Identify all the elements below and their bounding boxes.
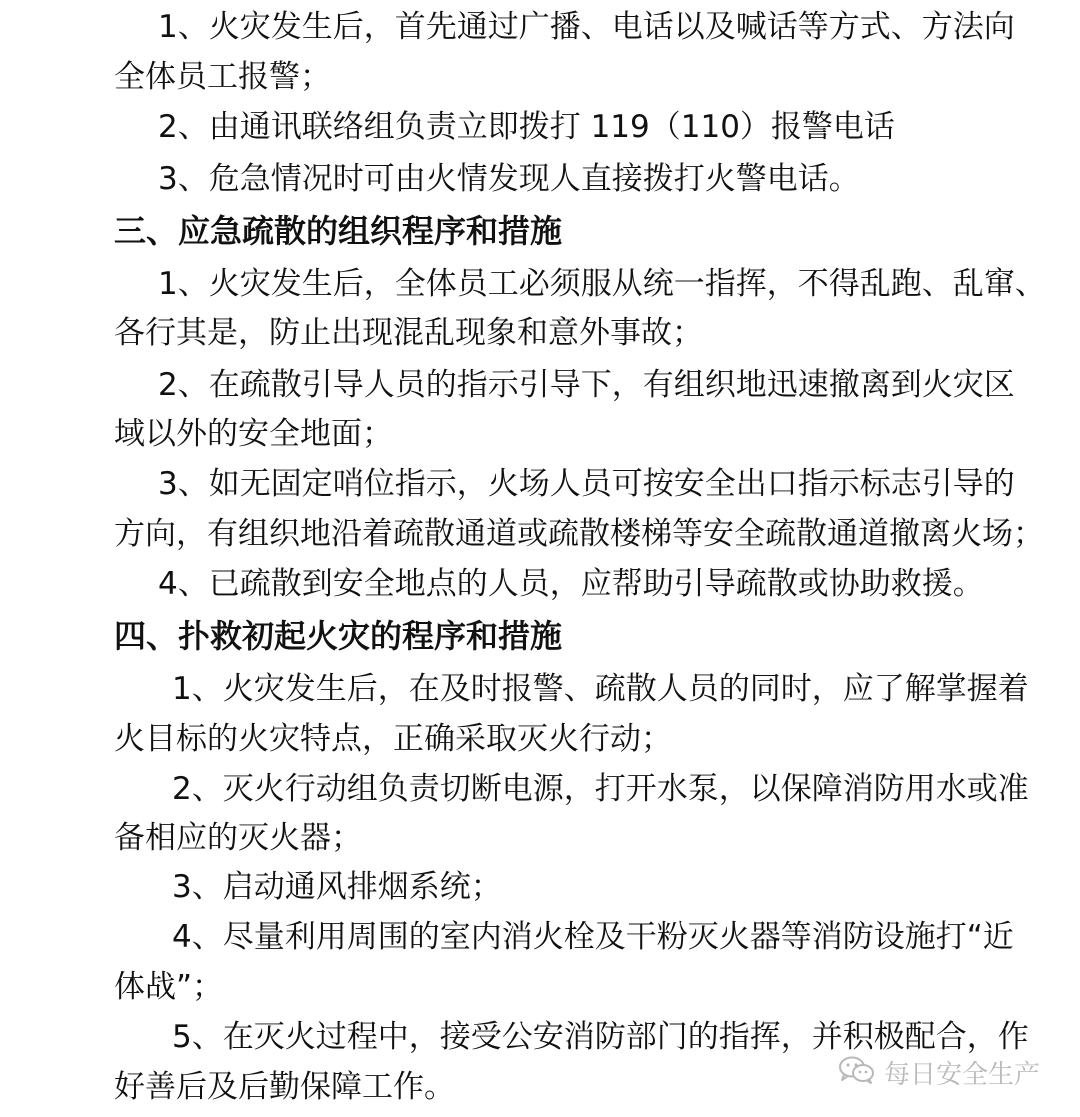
paragraph-line: 火目标的火灾特点，正确采取灭火行动； <box>114 721 672 757</box>
paragraph-line: 2、灭火行动组负责切断电源，打开水泵，以保障消防用水或准 <box>172 771 1029 807</box>
paragraph-line: 4、尽量利用周围的室内消火栓及干粉灭火器等消防设施打“近 <box>172 919 1014 955</box>
paragraph-line: 4、已疏散到安全地点的人员，应帮助引导疏散或协助救援。 <box>158 566 984 602</box>
watermark-text: 每日安全生产 <box>884 1059 1041 1090</box>
paragraph-line: 全体员工报警； <box>114 59 331 95</box>
paragraph-line: 域以外的安全地面； <box>114 416 393 452</box>
paragraph-line: 各行其是，防止出现混乱现象和意外事故； <box>114 315 703 351</box>
paragraph-line: 1、火灾发生后，首先通过广播、电话以及喊话等方式、方法向 <box>158 9 1015 45</box>
paragraph-line: 体战”； <box>114 969 224 1005</box>
paragraph-line: 2、由通讯联络组负责立即拨打 119（110）报警电话 <box>158 109 895 145</box>
wechat-icon <box>838 1054 876 1090</box>
paragraph-line: 1、火灾发生后，在及时报警、疏散人员的同时，应了解掌握着 <box>172 671 1029 707</box>
paragraph-line: 方向，有组织地沿着疏散通道或疏散楼梯等安全疏散通道撤离火场； <box>114 516 1044 552</box>
paragraph-line: 5、在灭火过程中，接受公安消防部门的指挥，并积极配合，作 <box>172 1019 1029 1055</box>
section-heading: 三、应急疏散的组织程序和措施 <box>114 212 563 250</box>
paragraph-line: 好善后及后勤保障工作。 <box>114 1069 455 1105</box>
source-watermark <box>838 1052 1040 1092</box>
paragraph-line: 3、如无固定哨位指示，火场人员可按安全出口指示标志引导的 <box>158 466 1015 502</box>
section-heading: 四、扑救初起火灾的程序和措施 <box>114 617 563 655</box>
paragraph-line: 3、启动通风排烟系统； <box>172 869 502 905</box>
paragraph-line: 1、火灾发生后，全体员工必须服从统一指挥，不得乱跑、乱窜、 <box>158 266 1046 302</box>
paragraph-line: 2、在疏散引导人员的指示引导下，有组织地迅速撤离到火灾区 <box>158 367 1015 403</box>
paragraph-line: 3、危急情况时可由火情发现人直接拨打火警电话。 <box>158 161 860 197</box>
paragraph-line: 备相应的灭火器； <box>114 820 362 856</box>
